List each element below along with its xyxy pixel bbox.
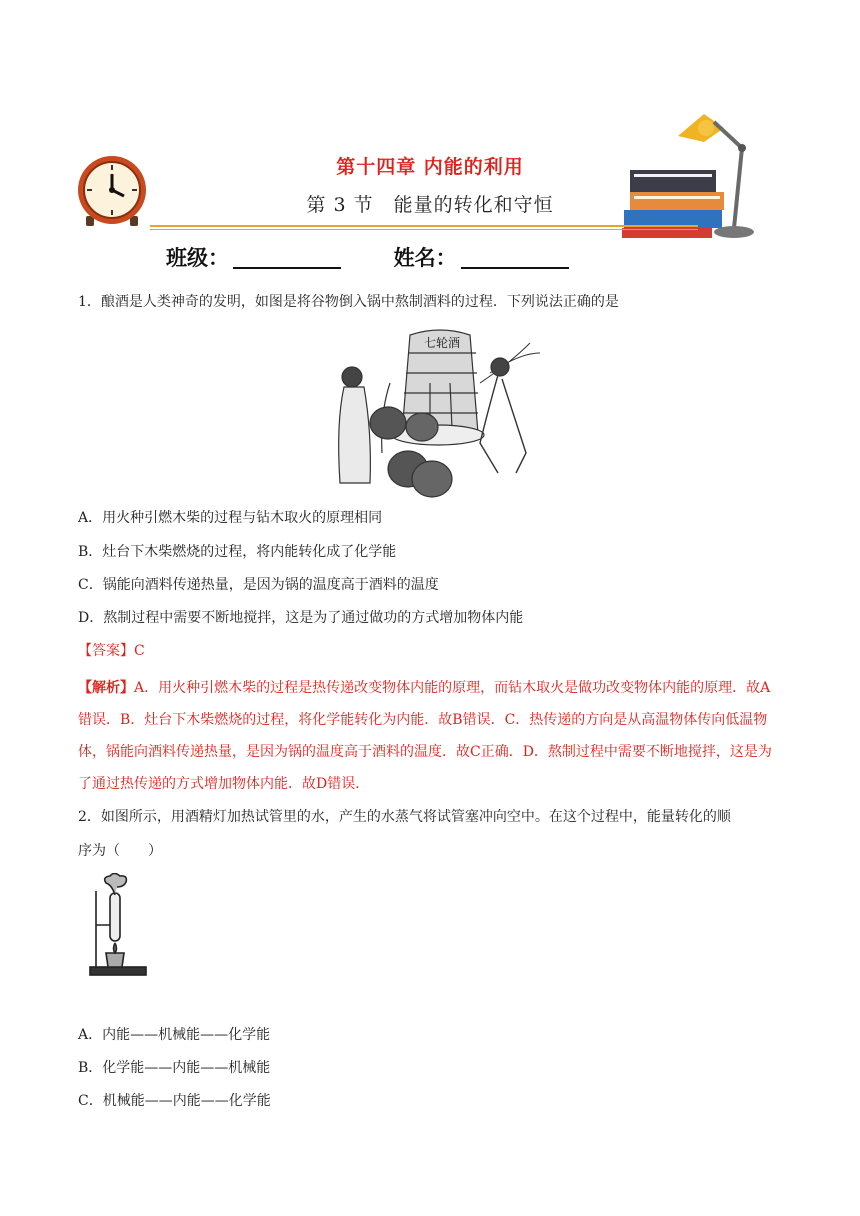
image-caption-text: 七轮酒 [424, 336, 461, 350]
explanation-label: 【解析】 [78, 680, 134, 696]
q1-option-c: C．锅能向酒料传递热量，是因为锅的温度高于酒料的温度 [78, 577, 439, 593]
name-label: 姓名： [393, 245, 457, 270]
q1-option-d: D．熬制过程中需要不断地搅拌，这是为了通过做功的方式增加物体内能 [78, 610, 524, 626]
q1-answer: 【答案】C [78, 643, 145, 659]
header-divider [150, 225, 698, 227]
class-blank[interactable] [233, 245, 341, 269]
q2-stem-line2: 序为（ ） [78, 843, 162, 859]
header-divider-thin [150, 229, 698, 230]
q2-option-b: B．化学能——内能——机械能 [78, 1060, 271, 1076]
q1-option-b: B．灶台下木柴燃烧的过程，将内能转化成了化学能 [78, 544, 397, 560]
section-title: 第 3 节 能量的转化和守恒 [306, 194, 554, 216]
q2-option-a: A．内能——机械能——化学能 [78, 1027, 271, 1043]
class-label: 班级： [166, 245, 229, 270]
q2-option-c: C．机械能——内能——化学能 [78, 1093, 271, 1109]
q1-stem: 1．酿酒是人类神奇的发明，如图是将谷物倒入锅中熬制酒料的过程．下列说法正确的是 [78, 294, 619, 310]
student-info-row [166, 242, 569, 272]
q1-explanation [78, 672, 778, 800]
test-tube-illustration [84, 873, 154, 979]
q1-option-a: A．用火种引燃木柴的过程与钻木取火的原理相同 [78, 510, 383, 526]
name-blank[interactable] [461, 245, 569, 269]
brewing-illustration [330, 323, 548, 501]
explanation-text: A．用火种引燃木柴的过程是热传递改变物体内能的原理，而钻木取火是做功改变物体内能的原理．故A错误．B．灶台下木柴燃烧的过程，将化学能转化为内能．故B错误．C．热传递的方向是从高温物体传向低温物体，锅能向酒料传递热量，是因为锅的温度高于酒料的温度．故C正确．D．熬制过程中需要不断地搅拌，这是为了通过热传递的方式增加物体内能．故D错误． [78, 680, 772, 792]
chapter-title: 第十四章 内能的利用 [336, 156, 524, 178]
q2-stem-line1: 2．如图所示，用酒精灯加热试管里的水，产生的水蒸气将试管塞冲向空中。在这个过程中，能量转化的顺 [78, 809, 731, 825]
